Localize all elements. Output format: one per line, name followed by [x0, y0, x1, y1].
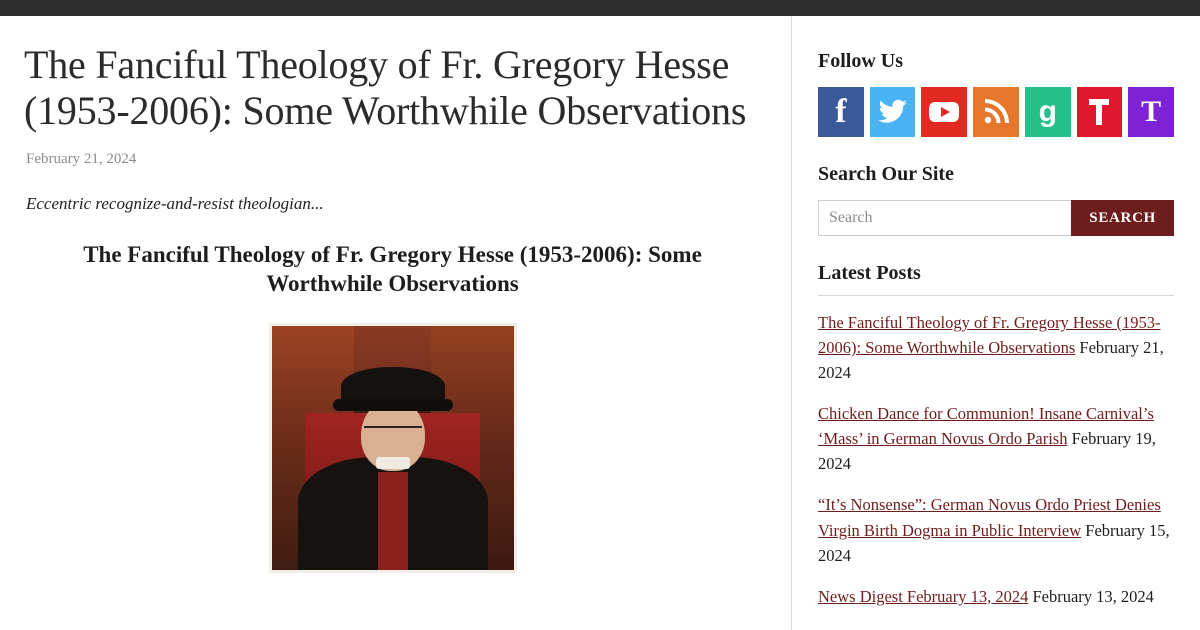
page-title: The Fanciful Theology of Fr. Gregory Hesse (1953-2006): Some Worthwhile Observations: [24, 42, 747, 134]
post-date: February 13, 2024: [1032, 586, 1154, 606]
photo-biretta-brim: [333, 399, 453, 411]
twitter-icon[interactable]: [870, 87, 916, 137]
search-input[interactable]: [818, 200, 1071, 236]
post-date: February 15, 2024: [818, 520, 1170, 565]
photo-collar: [376, 457, 410, 469]
post-link[interactable]: Chicken Dance for Communion! Insane Carnival’s ‘Mass’ in German Novus Ordo Parish: [818, 404, 1154, 449]
gab-icon[interactable]: g: [1025, 87, 1071, 137]
photo-glasses: [364, 426, 422, 435]
post-link[interactable]: News Digest February 13, 2024: [818, 586, 1029, 606]
article-lede: Eccentric recognize-and-resist theologian...: [26, 193, 324, 213]
post-date: February 19, 2024: [818, 429, 1156, 474]
youtube-icon[interactable]: [921, 87, 967, 137]
article-heading: The Fanciful Theology of Fr. Gregory Hesse (1953-2006): Some Worthwhile Observations: [83, 241, 702, 297]
gettr-icon[interactable]: [1077, 87, 1123, 137]
page-body: [0, 16, 1200, 630]
article-photo: [269, 323, 517, 573]
follow-us-title: Follow Us: [818, 50, 903, 72]
article-figure: [24, 323, 761, 573]
search-form: [818, 200, 1174, 236]
rss-icon[interactable]: [973, 87, 1019, 137]
article-column: [0, 16, 791, 630]
post-link[interactable]: The Fanciful Theology of Fr. Gregory Hesse (1953-2006): Some Worthwhile Observations: [818, 313, 1161, 358]
list-item: [818, 492, 1174, 567]
search-title: Search Our Site: [818, 163, 954, 185]
search-button[interactable]: SEARCH: [1071, 200, 1174, 236]
truth-social-icon[interactable]: T: [1128, 87, 1174, 137]
browser-top-bar: [0, 0, 1200, 16]
list-item: [818, 584, 1174, 609]
photo-stole: [378, 472, 408, 570]
post-date: February 21, 2024: [818, 338, 1164, 383]
facebook-icon[interactable]: f: [818, 87, 864, 137]
sidebar: [791, 16, 1200, 630]
post-link[interactable]: “It’s Nonsense”: German Novus Ordo Priest Denies Virgin Birth Dogma in Public Interview: [818, 495, 1161, 540]
latest-posts-title: Latest Posts: [818, 262, 921, 284]
list-item: [818, 310, 1174, 385]
divider: [818, 295, 1174, 296]
list-item: [818, 401, 1174, 476]
social-links: [818, 87, 1174, 137]
article-date: February 21, 2024: [26, 150, 137, 167]
